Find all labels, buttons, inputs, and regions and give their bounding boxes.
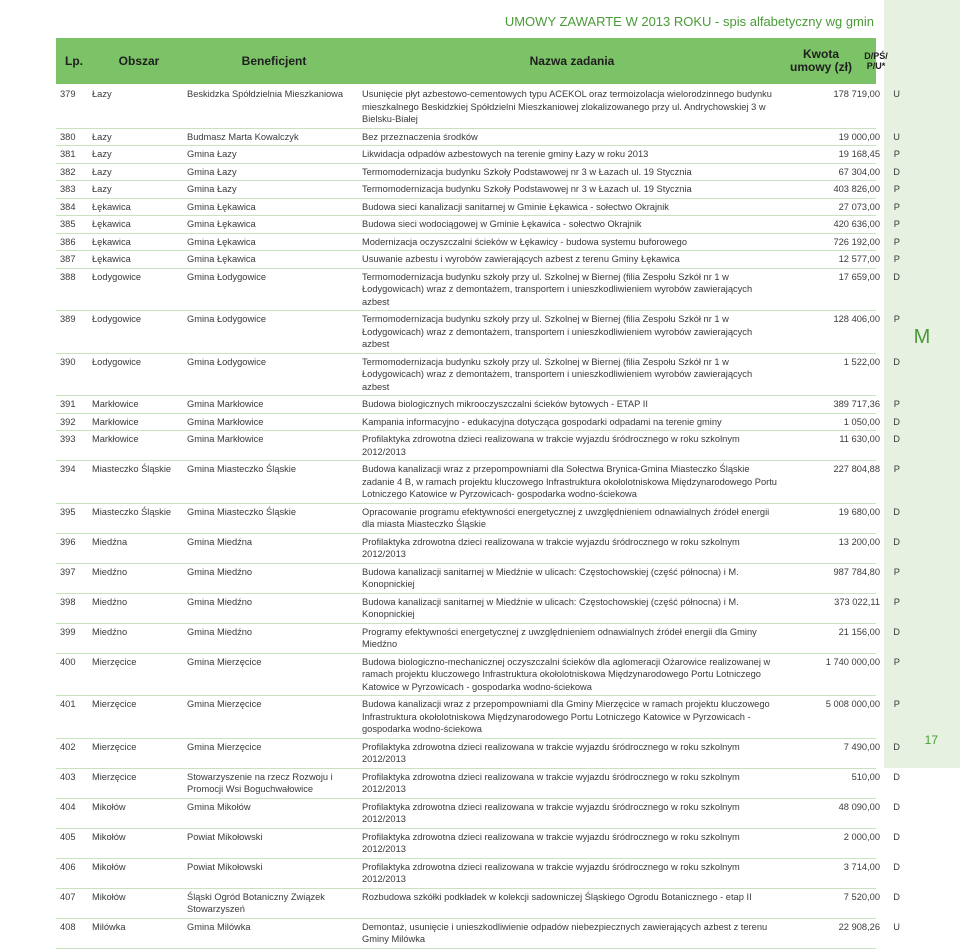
page-title: UMOWY ZAWARTE W 2013 ROKU - spis alfabetyczny wg gmin (504, 14, 874, 29)
cell-dps: D (893, 741, 900, 752)
cell-kwota: 5 008 000,00 (825, 699, 880, 709)
cell-obszar: Miasteczko Śląskie (92, 506, 172, 517)
cell-obszar: Mikołów (92, 861, 126, 872)
cell-nazwa-zadania: Programy efektywności energetycznej z uwzględnieniem odnawialnych źródeł energii dla Gminy Miedźno (362, 626, 757, 649)
cell-beneficjent: Gmina Łękawica (187, 201, 256, 212)
cell-obszar: Łękawica (92, 254, 131, 264)
cell-dps: D (893, 434, 900, 444)
cell-lp: 398 (60, 596, 76, 607)
cell-lp: 389 (60, 314, 76, 324)
cell-lp: 401 (60, 699, 76, 709)
cell-kwota: 48 090,00 (838, 801, 880, 812)
cell-dps: D (893, 801, 900, 812)
cell-lp: 395 (60, 506, 76, 517)
cell-obszar: Mierzęcice (92, 771, 137, 782)
cell-kwota: 726 192,00 (833, 236, 880, 247)
cell-beneficjent: Gmina Łazy (187, 166, 237, 177)
cell-kwota: 420 636,00 (833, 219, 880, 229)
cell-beneficjent: Gmina Łękawica (187, 219, 256, 229)
cell-obszar: Łazy (92, 166, 112, 177)
table-row (56, 799, 900, 829)
cell-kwota: 7 520,00 (843, 891, 880, 902)
table-row (56, 396, 900, 414)
cell-lp: 399 (60, 626, 76, 637)
cell-beneficjent: Gmina Miedźno (187, 626, 253, 637)
cell-kwota: 17 659,00 (838, 271, 880, 282)
cell-dps: U (893, 89, 900, 99)
cell-kwota: 510,00 (851, 771, 880, 782)
table-row (56, 86, 900, 129)
table-row (56, 181, 900, 199)
cell-obszar: Mikołów (92, 891, 126, 902)
cell-beneficjent: Beskidzka Spółdzielnia Mieszkaniowa (187, 89, 344, 99)
cell-nazwa-zadania: Kampania informacyjno - edukacyjna dotycząca gospodarki odpadami na terenie gminy (362, 416, 722, 427)
cell-lp: 394 (60, 464, 76, 474)
cell-beneficjent: Gmina Łękawica (187, 254, 256, 264)
cell-nazwa-zadania: Termomodernizacja budynku Szkoły Podstawowej nr 3 w Łazach ul. 19 Stycznia (362, 166, 692, 177)
cell-lp: 385 (60, 219, 76, 229)
cell-lp: 390 (60, 356, 76, 367)
table-row (56, 624, 900, 654)
table-row (56, 199, 900, 217)
cell-dps: P (893, 656, 900, 667)
cell-lp: 387 (60, 254, 76, 264)
cell-lp: 400 (60, 656, 76, 667)
cell-beneficjent: Gmina Miedźna (187, 536, 253, 547)
cell-beneficjent: Budmasz Marta Kowalczyk (187, 131, 299, 142)
cell-beneficjent: Gmina Markłowice (187, 434, 264, 444)
cell-dps: P (893, 201, 900, 212)
cell-nazwa-zadania: Likwidacja odpadów azbestowych na terenie gminy Łazy w roku 2013 (362, 149, 649, 159)
cell-nazwa-zadania: Budowa sieci wodociągowej w Gminie Łękawica - sołectwo Okrajnik (362, 219, 642, 229)
cell-beneficjent: Gmina Miasteczko Śląskie (187, 464, 297, 474)
table-body (56, 86, 900, 949)
cell-nazwa-zadania: Budowa kanalizacji wraz z przepompowniami dla Gminy Mierzęcice w ramach projektu kluczowego Infrastruktura okołolotniskowa Międzynarodowego Portu Lotniczego Katowice w Pyrzowicach - gospodarka wodno-ściekowa (362, 699, 770, 734)
cell-nazwa-zadania: Profilaktyka zdrowotna dzieci realizowana w trakcie wyjazdu śródrocznego w roku szkolnym 2012/2013 (362, 434, 740, 457)
cell-obszar: Mierzęcice (92, 656, 137, 667)
cell-beneficjent: Gmina Markłowice (187, 399, 264, 409)
cell-beneficjent: Gmina Łazy (187, 184, 237, 194)
table-row (56, 461, 900, 504)
cell-dps: P (893, 399, 900, 409)
cell-obszar: Miedźno (92, 596, 128, 607)
cell-lp: 391 (60, 399, 76, 409)
cell-dps: D (893, 831, 900, 842)
cell-kwota: 19 000,00 (838, 131, 880, 142)
cell-lp: 386 (60, 236, 76, 247)
cell-dps: D (893, 166, 900, 177)
cell-dps: P (893, 566, 900, 577)
cell-dps: P (893, 314, 900, 324)
cell-nazwa-zadania: Budowa biologiczno-mechanicznej oczyszczalni ścieków dla aglomeracji Ożarowice realizowanej w ramach projektu kluczowego Infrastruktura okołolotniskowa Międzynarodowego Portu Lotniczego Katowice w Pyrzowicach - gospodarka wodno-ściekowa (362, 656, 771, 692)
cell-dps: P (893, 219, 900, 229)
cell-kwota: 22 908,26 (838, 921, 880, 932)
cell-lp: 404 (60, 801, 76, 812)
cell-nazwa-zadania: Budowa kanalizacji sanitarnej w Miedźnie w ulicach: Częstochowskiej (część północna) i M. Konopnickiej (362, 566, 739, 589)
cell-obszar: Łodygowice (92, 271, 142, 282)
cell-nazwa-zadania: Profilaktyka zdrowotna dzieci realizowana w trakcie wyjazdu śródrocznego w roku szkolnym 2012/2013 (362, 536, 740, 559)
cell-nazwa-zadania: Usunięcie płyt azbestowo-cementowych typu ACEKOL oraz termoizolacja wielorodzinnego budynku mieszkalnego Beskidzkiej Spółdzielni Mieszkaniowej zlokalizowanego przy ul. Andrychowskiej 3 w Bielsku-Białej (362, 89, 772, 124)
cell-lp: 392 (60, 416, 76, 427)
cell-beneficjent: Gmina Mikołów (187, 801, 251, 812)
cell-lp: 403 (60, 771, 76, 782)
table-row (56, 504, 900, 534)
cell-obszar: Łękawica (92, 236, 131, 247)
cell-lp: 380 (60, 131, 76, 142)
cell-kwota: 987 784,80 (833, 566, 880, 577)
cell-lp: 407 (60, 891, 76, 902)
cell-kwota: 12 577,00 (838, 254, 880, 264)
cell-lp: 388 (60, 271, 76, 282)
cell-beneficjent: Gmina Łodygowice (187, 271, 267, 282)
section-letter: M (913, 326, 931, 348)
cell-nazwa-zadania: Budowa sieci kanalizacji sanitarnej w Gminie Łękawica - sołectwo Okrajnik (362, 201, 669, 212)
cell-nazwa-zadania: Profilaktyka zdrowotna dzieci realizowana w trakcie wyjazdu śródrocznego w roku szkolnym 2012/2013 (362, 741, 740, 764)
cell-obszar: Mierzęcice (92, 741, 137, 752)
table-row (56, 829, 900, 859)
table-row (56, 129, 900, 147)
cell-beneficjent: Gmina Miedźno (187, 566, 253, 577)
cell-kwota: 389 717,36 (833, 399, 880, 409)
cell-dps: D (893, 626, 900, 637)
cell-nazwa-zadania: Profilaktyka zdrowotna dzieci realizowana w trakcie wyjazdu śródrocznego w roku szkolnym 2012/2013 (362, 831, 740, 854)
cell-beneficjent: Powiat Mikołowski (187, 861, 263, 872)
cell-kwota: 227 804,88 (833, 464, 880, 474)
cell-obszar: Markłowice (92, 416, 139, 427)
table-header (56, 38, 888, 84)
cell-dps: P (893, 254, 900, 264)
cell-obszar: Łazy (92, 89, 112, 99)
cell-obszar: Łazy (92, 184, 112, 194)
header-nazwa-zadania: Nazwa zadania (529, 53, 615, 68)
cell-nazwa-zadania: Profilaktyka zdrowotna dzieci realizowana w trakcie wyjazdu śródrocznego w roku szkolnym 2012/2013 (362, 861, 740, 884)
cell-nazwa-zadania: Termomodernizacja budynku szkoły przy ul. Szkolnej w Biernej (filia Zespołu Szkół nr 1 w Łodygowicach) wraz z demontażem, transportem i unieszkodliwieniem wyrobów zawierających azbest (362, 314, 753, 349)
cell-nazwa-zadania: Modernizacja oczyszczalni ścieków w Łękawicy - budowa systemu buforowego (362, 236, 688, 247)
cell-dps: P (893, 699, 900, 709)
cell-dps: P (893, 464, 900, 474)
cell-obszar: Miedźna (92, 536, 128, 547)
header-dps (844, 38, 908, 84)
cell-kwota: 27 073,00 (838, 201, 880, 212)
cell-lp: 408 (60, 921, 76, 932)
cell-kwota: 3 714,00 (843, 861, 880, 872)
cell-kwota: 178 719,00 (833, 89, 880, 99)
cell-nazwa-zadania: Bez przeznaczenia środków (362, 131, 478, 142)
table-row (56, 564, 900, 594)
cell-lp: 393 (60, 434, 76, 444)
header-dps-line1: D/PŚ/ (864, 51, 888, 61)
cell-nazwa-zadania: Profilaktyka zdrowotna dzieci realizowana w trakcie wyjazdu śródrocznego w roku szkolnym 2012/2013 (362, 801, 740, 824)
table-row (56, 354, 900, 397)
cell-beneficjent: Gmina Mierzęcice (187, 699, 262, 709)
header-kwota-line2: umowy (zł) (790, 60, 852, 74)
table-row (56, 919, 900, 949)
cell-beneficjent: Stowarzyszenie na rzecz Rozwoju i Promocji Wsi Boguchwałowice (187, 771, 333, 794)
cell-kwota: 19 168,45 (838, 149, 880, 159)
cell-nazwa-zadania: Budowa biologicznych mikrooczyszczalni ścieków bytowych - ETAP II (362, 399, 648, 409)
cell-dps: D (893, 416, 900, 427)
cell-lp: 384 (60, 201, 76, 212)
header-beneficjent: Beneficjent (241, 53, 307, 68)
cell-nazwa-zadania: Budowa kanalizacji sanitarnej w Miedźnie w ulicach: Częstochowskiej (część północna) i M. Konopnickiej (362, 596, 739, 619)
header-obszar: Obszar (118, 53, 160, 68)
cell-kwota: 19 680,00 (838, 506, 880, 517)
table-row (56, 251, 900, 269)
cell-obszar: Milówka (92, 921, 126, 932)
cell-kwota: 128 406,00 (833, 314, 880, 324)
cell-beneficjent: Gmina Miedźno (187, 596, 253, 607)
table-row (56, 739, 900, 769)
cell-obszar: Markłowice (92, 399, 139, 409)
cell-nazwa-zadania: Opracowanie programu efektywności energetycznej z uwzględnieniem odnawialnych źródeł energii dla miasta Miasteczko Śląskie (362, 506, 770, 529)
cell-obszar: Łodygowice (92, 356, 142, 367)
cell-kwota: 67 304,00 (838, 166, 880, 177)
page-number: 17 (924, 733, 938, 747)
cell-kwota: 7 490,00 (843, 741, 880, 752)
cell-lp: 396 (60, 536, 76, 547)
cell-lp: 397 (60, 566, 76, 577)
cell-obszar: Łazy (92, 149, 112, 159)
cell-dps: P (893, 149, 900, 159)
cell-beneficjent: Gmina Milówka (187, 921, 251, 932)
cell-obszar: Łodygowice (92, 314, 142, 324)
cell-kwota: 13 200,00 (838, 536, 880, 547)
cell-beneficjent: Gmina Mierzęcice (187, 741, 262, 752)
cell-dps: D (893, 536, 900, 547)
header-dps-line2: P/U* (866, 61, 886, 71)
cell-nazwa-zadania: Rozbudowa szkółki podkładek w kolekcji sadowniczej Śląskiego Ogrodu Botanicznego - etap II (362, 891, 752, 902)
cell-dps: D (893, 356, 900, 367)
cell-dps: P (893, 236, 900, 247)
cell-beneficjent: Powiat Mikołowski (187, 831, 263, 842)
cell-obszar: Mikołów (92, 801, 126, 812)
table-row (56, 234, 900, 252)
table-row (56, 146, 900, 164)
cell-kwota: 11 630,00 (839, 434, 880, 444)
cell-dps: D (893, 771, 900, 782)
cell-lp: 402 (60, 741, 76, 752)
cell-kwota: 1 522,00 (843, 356, 880, 367)
cell-nazwa-zadania: Demontaż, usunięcie i unieszkodliwienie odpadów niebezpiecznych zawierających azbest z terenu Gminy Milówka (362, 921, 768, 944)
cell-lp: 405 (60, 831, 76, 842)
table-row (56, 696, 900, 739)
cell-lp: 379 (60, 89, 76, 99)
cell-kwota: 21 156,00 (838, 626, 880, 637)
cell-obszar: Miedźno (92, 566, 128, 577)
cell-beneficjent: Gmina Łodygowice (187, 314, 267, 324)
cell-nazwa-zadania: Termomodernizacja budynku szkoły przy ul. Szkolnej w Biernej (filia Zespołu Szkół nr 1 w Łodygowicach) wraz z demontażem, transportem i unieszkodliwieniem wyrobów zawierających azbest (362, 271, 753, 307)
table-row (56, 769, 900, 799)
table-row (56, 534, 900, 564)
table-row (56, 164, 900, 182)
cell-dps: U (893, 131, 900, 142)
cell-dps: D (893, 891, 900, 902)
cell-nazwa-zadania: Profilaktyka zdrowotna dzieci realizowana w trakcie wyjazdu śródrocznego w roku szkolnym 2012/2013 (362, 771, 740, 794)
cell-beneficjent: Gmina Mierzęcice (187, 656, 262, 667)
cell-obszar: Miasteczko Śląskie (92, 464, 172, 474)
header-lp: Lp. (65, 53, 83, 68)
cell-kwota: 403 826,00 (833, 184, 880, 194)
cell-dps: D (893, 271, 900, 282)
table-row (56, 654, 900, 697)
table-row (56, 269, 900, 312)
cell-nazwa-zadania: Termomodernizacja budynku szkoły przy ul. Szkolnej w Biernej (filia Zespołu Szkół nr 1 w Łodygowicach) wraz z demontażem, transportem i unieszkodliwieniem wyrobów zawierających azbest (362, 356, 753, 392)
cell-kwota: 2 000,00 (843, 831, 880, 842)
cell-dps: D (893, 861, 900, 872)
cell-dps: D (893, 506, 900, 517)
cell-kwota: 373 022,11 (834, 596, 880, 607)
cell-obszar: Łękawica (92, 219, 131, 229)
cell-obszar: Mikołów (92, 831, 126, 842)
table-row (56, 594, 900, 624)
table-row (56, 311, 900, 354)
cell-beneficjent: Gmina Łękawica (187, 236, 256, 247)
table-row (56, 431, 900, 461)
cell-nazwa-zadania: Usuwanie azbestu i wyrobów zawierających azbest z terenu Gminy Łękawica (362, 254, 680, 264)
cell-dps: P (893, 184, 900, 194)
cell-dps: U (893, 921, 900, 932)
cell-lp: 381 (60, 149, 76, 159)
cell-beneficjent: Gmina Łodygowice (187, 356, 267, 367)
cell-beneficjent: Gmina Markłowice (187, 416, 264, 427)
cell-beneficjent: Śląski Ogród Botaniczny Związek Stowarzyszeń (187, 891, 325, 914)
cell-lp: 382 (60, 166, 76, 177)
cell-dps: P (893, 596, 900, 607)
table-row (56, 889, 900, 919)
cell-lp: 383 (60, 184, 76, 194)
cell-obszar: Mierzęcice (92, 699, 137, 709)
cell-beneficjent: Gmina Miasteczko Śląskie (187, 506, 297, 517)
header-kwota-line1: Kwota (803, 47, 839, 61)
cell-nazwa-zadania: Termomodernizacja budynku Szkoły Podstawowej nr 3 w Łazach ul. 19 Stycznia (362, 184, 692, 194)
cell-kwota: 1 050,00 (843, 416, 880, 427)
table-row (56, 216, 900, 234)
table-row (56, 859, 900, 889)
cell-obszar: Miedźno (92, 626, 128, 637)
cell-obszar: Markłowice (92, 434, 139, 444)
cell-obszar: Łękawica (92, 201, 131, 212)
cell-lp: 406 (60, 861, 76, 872)
table-row (56, 414, 900, 432)
cell-kwota: 1 740 000,00 (825, 656, 880, 667)
cell-obszar: Łazy (92, 131, 112, 142)
cell-nazwa-zadania: Budowa kanalizacji wraz z przepompowniami dla Sołectwa Brynica-Gmina Miasteczko Śląskie zadanie 4 B, w ramach projektu kluczowego Infrastruktura okołolotniskowa Międzynarodowego Portu Lotniczego Katowice w Pyrzowicach- gospodarka wodno-ściekowa (362, 464, 777, 499)
cell-beneficjent: Gmina Łazy (187, 149, 237, 159)
